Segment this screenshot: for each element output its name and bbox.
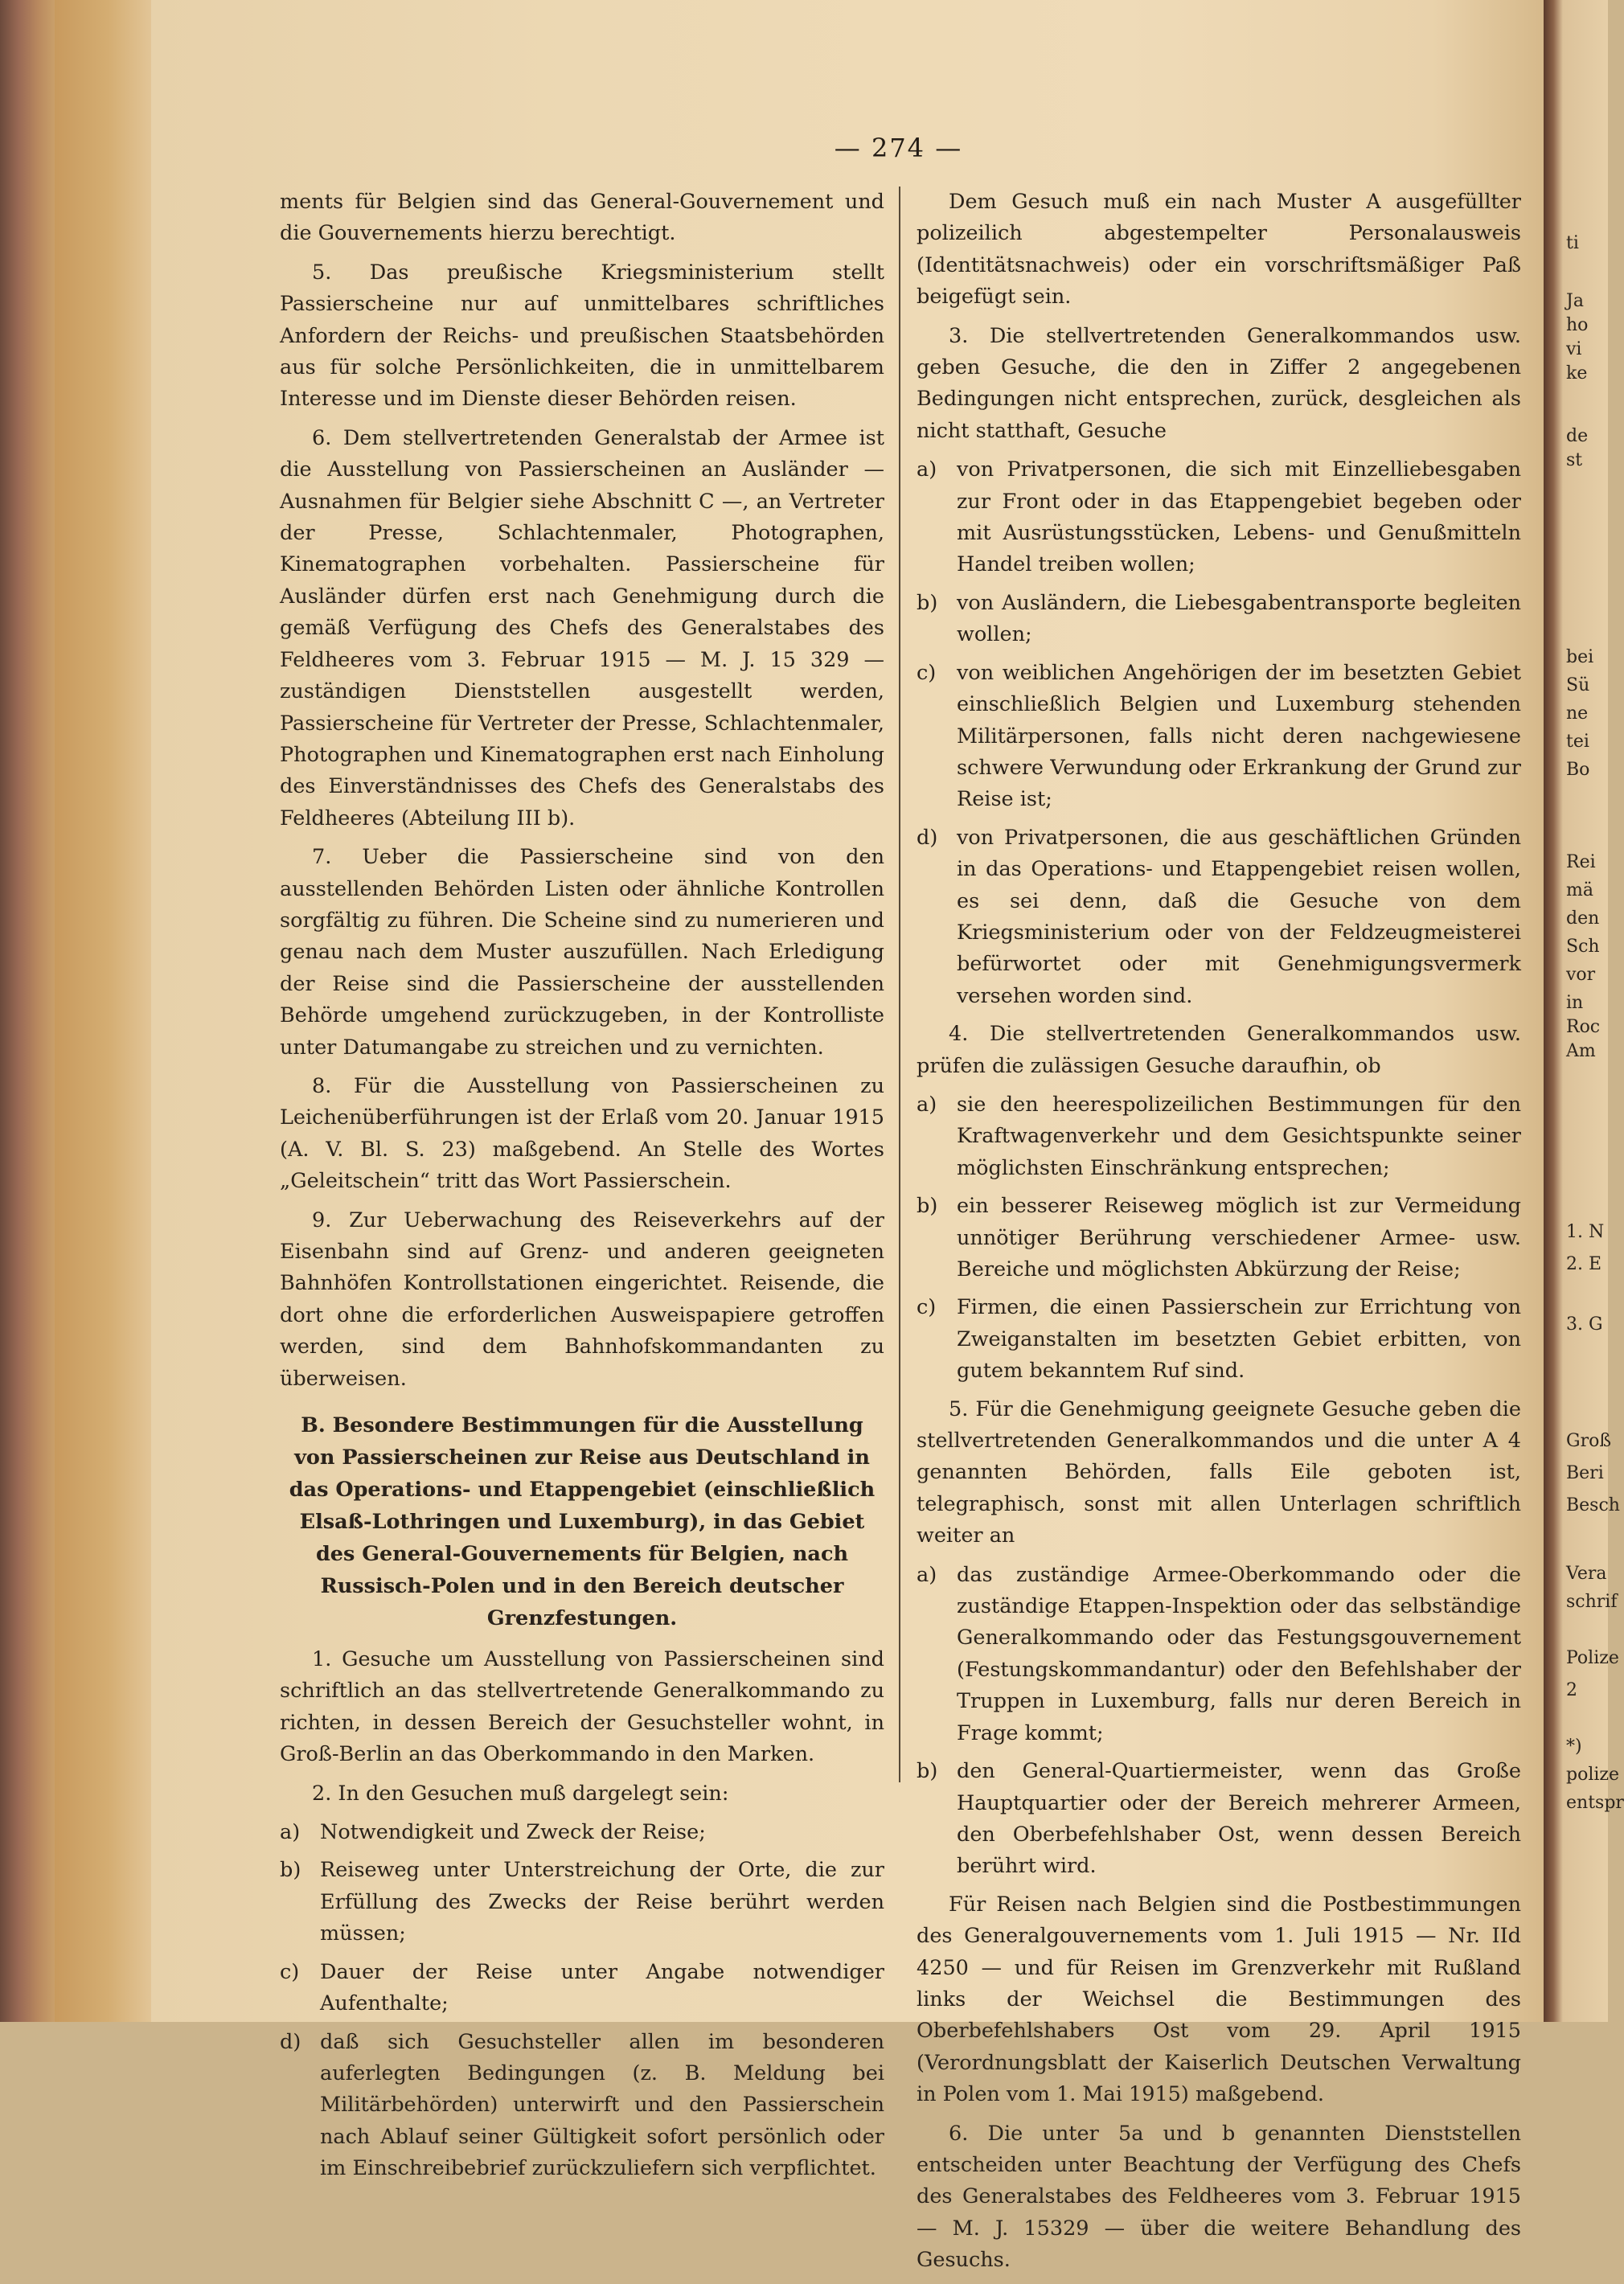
paragraph-r5-tail: Für Reisen nach Belgien sind die Postbestimmungen des Generalgouvernements vom 1. Juli 1915 — Nr. IId 4250 — und für Reisen im Grenzverkehr mit Rußland links der Weichsel die Bestimmungen des Oberbefehlshabers Ost vom 29. April 1915 (Verordnungsblatt der Kaiserlich Deutschen Verwaltung in Polen vom 1. Mai 1915) maßgebend. [917, 1892, 1521, 2107]
list-item-text: von Privatpersonen, die aus geschäftlichen Gründen in das Operations- und Etappengebiet reisen wollen, es sei denn, daß die Gesuche von dem Kriegsministerium oder von der Feldzeugmeisterei befürwortet oder mit Genehmigungsvermerk versehen worden sind. [957, 825, 1521, 1008]
list-item-text: von Ausländern, die Liebesgabentransporte begleiten wollen; [957, 590, 1521, 647]
adjacent-fragment: Roc [1566, 1017, 1601, 1037]
adjacent-fragment: de [1566, 426, 1589, 446]
list-item-text: Reiseweg unter Unterstreichung der Orte, die zur Erfüllung des Zwecks der Reise berührt werden müssen; [320, 1858, 884, 1946]
adjacent-fragment: ho [1566, 315, 1589, 335]
adjacent-fragment: Sch [1566, 937, 1600, 957]
paragraph-7: 7. Ueber die Passierscheine sind von den ausstellenden Behörden Listen oder ähnliche Kontrollen sorgfältig zu führen. Die Scheine sind zu numerieren und genau nach dem Muster auszufüllen. Nach Erledigung der Reise sind die Passierscheine der ausstellenden Behörde umgehend zurückzugeben, in der Kontrolliste unter Datumangabe zu streichen und zu vernichten. [280, 845, 884, 1060]
list-item [917, 454, 1521, 581]
adjacent-fragment: ke [1566, 363, 1588, 383]
adjacent-page [1544, 0, 1624, 2022]
list-item-label: c) [280, 1959, 300, 1984]
adjacent-fragment: den [1566, 908, 1600, 929]
adjacent-fragment: Ja [1566, 291, 1584, 311]
adjacent-fragment: ne [1566, 703, 1589, 724]
adjacent-fragment: Rei [1566, 852, 1596, 872]
adjacent-fragment: 2. E [1566, 1254, 1602, 1274]
list-item [280, 2027, 884, 2185]
adjacent-fragment: mä [1566, 880, 1593, 900]
list-item [280, 1817, 884, 1848]
list-item [917, 1191, 1521, 1286]
list-item-label: b) [917, 1194, 938, 1219]
adjacent-fragment: Vera [1566, 1564, 1607, 1584]
paragraph-r4: 4. Die stellvertretenden Generalkommandos usw. prüfen die zulässigen Gesuche daraufhin, ob [917, 1022, 1521, 1078]
list-item-text: sie den heerespolizeilichen Bestimmungen für den Kraftwagenverkehr und dem Gesichtspunkte seiner möglichsten Einschränkung entsprechen; [957, 1092, 1521, 1180]
list-item [917, 658, 1521, 816]
adjacent-fragment: vi [1566, 339, 1582, 359]
list-item-text: Firmen, die einen Passierschein zur Errichtung von Zweiganstalten im besetzten Gebiet erbitten, von gutem bekanntem Ruf sind. [957, 1295, 1521, 1384]
list-item-label: c) [917, 660, 937, 685]
list-item [280, 1855, 884, 1950]
list-item-text: von weiblichen Angehörigen der im besetzten Gebiet einschließlich Belgien und Luxemburg stehenden Militärpersonen, falls nicht deren nachgewiesene schwere Verwundung oder Erkrankung der Grund zur Reise ist; [957, 660, 1521, 812]
section-heading-b: B. Besondere Bestimmungen für die Ausstellung von Passierscheinen zur Reise aus Deutschland in das Operations- und Etappengebiet (einschließlich Elsaß-Lothringen und Luxemburg), in das Gebiet des General-Gouvernements für Belgien, nach Russisch-Polen und in den Bereich deutscher Grenzfestungen. [289, 1413, 876, 1631]
list-item-label: b) [917, 1759, 938, 1784]
list-item [917, 1292, 1521, 1387]
list-item-label: c) [917, 1295, 937, 1320]
list-item [917, 588, 1521, 651]
adjacent-fragment: bei [1566, 647, 1594, 667]
adjacent-fragment: schrif [1566, 1592, 1618, 1612]
adjacent-fragment: vor [1566, 965, 1596, 985]
adjacent-fragment: Groß [1566, 1431, 1612, 1451]
list-item-text: von Privatpersonen, die sich mit Einzelliebesgaben zur Front oder in das Etappengebiet begeben oder mit Ausrüstungsstücken, Lebens- und Genußmitteln Handel treiben wollen; [957, 457, 1521, 577]
paragraph-r0: Dem Gesuch muß ein nach Muster A ausgefüllter polizeilich abgestempelter Personalausweis (Identitätsnachweis) oder ein vorschriftsmäßiger Paß beigefügt sein. [917, 190, 1521, 310]
page-number-text: — 274 — [834, 133, 963, 163]
adjacent-fragment: Bo [1566, 760, 1590, 780]
list-item-label: b) [280, 1858, 301, 1883]
page-number [0, 133, 1608, 163]
paragraph-r6: 6. Die unter 5a und b genannten Dienststellen entscheiden unter Beachtung der Verfügung des Chefs des Generalstabes des Feldheeres vom 3. Februar 1915 — M. J. 15329 — über die weitere Behandlung des Gesuchs. [917, 2121, 1521, 2273]
list-item-label: a) [917, 457, 937, 482]
paragraph-6: 6. Dem stellvertretenden Generalstab der Armee ist die Ausstellung von Passierscheinen an Ausländer — Ausnahmen für Belgier siehe Abschnitt C —, an Vertreter der Presse, Schlachtenmaler, Photographen, Kinematographen vorbehalten. Passierscheine für Ausländer dürfen erst nach Genehmigung durch die gemäß Verfügung des Chefs des Generalstabes des Feldheeres vom 3. Februar 1915 — M. J. 15 329 — zuständigen Dienststellen ausgestellt werden, Passierscheine für Vertreter der Presse, Schlachtenmaler, Photographen und Kinematographen erst nach Einholung des Einverständnisses des Chefs des Generalstabs des Feldheeres (Abteilung III b). [280, 425, 884, 830]
list-item-label: a) [917, 1562, 937, 1587]
adjacent-fragment: 3. G [1566, 1314, 1603, 1335]
adjacent-fragment: polize [1566, 1765, 1620, 1785]
list-item-text: daß sich Gesuchsteller allen im besonderen auferlegten Bedingungen (z. B. Meldung bei Militärbehörden) unterwirft und den Passierschein nach Ablauf seiner Gültigkeit sofort persönlich oder im Einschreibebrief zurückzuliefern sich verpflichtet. [320, 2029, 884, 2181]
paragraph-r3: 3. Die stellvertretenden Generalkommandos usw. geben Gesuche, die den in Ziffer 2 angegebenen Bedingungen nicht entsprechen, zurück, desgleichen als nicht statthaft, Gesuche [917, 323, 1521, 443]
adjacent-fragment: Am [1566, 1041, 1596, 1061]
list-item [280, 1957, 884, 2020]
paragraph-5: 5. Das preußische Kriegsministerium stellt Passierscheine nur auf unmittelbares schriftliches Anfordern der Reichs- und preußischen Staatsbehörden aus für solche Persönlichkeiten, die in unmittelbarem Interesse und im Dienste dieser Behörden reisen. [280, 260, 884, 412]
list-item-label: d) [280, 2029, 301, 2054]
paragraph-b2: 2. In den Gesuchen muß dargelegt sein: [312, 1781, 729, 1806]
right-column [917, 187, 1521, 2284]
list-item-text: Dauer der Reise unter Angabe notwendiger Aufenthalte; [320, 1959, 884, 2016]
adjacent-fragment: 2 [1566, 1680, 1577, 1700]
paragraph-8: 8. Für die Ausstellung von Passierscheinen zu Leichenüberführungen ist der Erlaß vom 20. Januar 1915 (A. V. Bl. S. 23) maßgebend. An Stelle des Wortes „Geleitschein“ tritt das Wort Passierschein. [280, 1073, 884, 1194]
paragraph-r5: 5. Für die Genehmigung geeignete Gesuche geben die stellvertretenden Generalkommandos und die unter A 4 genannten Behörden, falls Eile geboten ist, telegraphisch, sonst mit allen Unterlagen schriftlich weiter an [917, 1396, 1521, 1548]
book-spine [0, 0, 55, 2022]
adjacent-fragment: Besch [1566, 1495, 1620, 1515]
adjacent-fragment: entspr [1566, 1793, 1624, 1813]
list-item [917, 1560, 1521, 1749]
list-item-label: b) [917, 590, 938, 615]
adjacent-fragment: ti [1566, 233, 1579, 253]
list-item-text: den General-Quartiermeister, wenn das Große Hauptquartier oder der Bereich mehrerer Armeen, den Oberbefehlshaber Ost, wenn dessen Bereich berührt wird. [957, 1759, 1521, 1879]
adjacent-fragment: st [1566, 450, 1583, 470]
list-item-label: a) [917, 1092, 937, 1117]
adjacent-fragment: 1. N [1566, 1222, 1605, 1242]
page-edge-left [55, 0, 151, 2022]
list-item-text: ein besserer Reiseweg möglich ist zur Vermeidung unnötiger Berührung verschiedener Armee- usw. Bereiche und möglichsten Abkürzung der Reise; [957, 1194, 1521, 1281]
list-item-label: d) [917, 825, 938, 850]
list-item-text: das zuständige Armee-Oberkommando oder die zuständige Etappen-Inspektion oder das selbständige Generalkommando oder das Festungsgouvernement (Festungskommandantur) oder den Befehlshaber der Truppen in Luxemburg, falls nur deren Bereich in Frage kommt; [957, 1562, 1521, 1745]
adjacent-fragment: tei [1566, 732, 1589, 752]
left-column [280, 187, 884, 2192]
paragraph-9: 9. Zur Ueberwachung des Reiseverkehrs auf der Eisenbahn sind auf Grenz- und anderen geeigneten Bahnhöfen Kontrollstationen eingerichtet. Reisende, die dort ohne die erforderlichen Ausweispapiere getroffen werden, sind dem Bahnhofskommandanten zu überweisen. [280, 1208, 884, 1391]
list-item [917, 1756, 1521, 1883]
adjacent-fragment: Polize [1566, 1648, 1619, 1668]
adjacent-fragment: Sü [1566, 675, 1590, 695]
list-item-label: a) [280, 1820, 301, 1845]
adjacent-fragment: in [1566, 993, 1584, 1013]
list-item-text: Notwendigkeit und Zweck der Reise; [320, 1820, 706, 1845]
list-item [917, 822, 1521, 1012]
adjacent-fragment: *) [1566, 1737, 1582, 1757]
column-divider [899, 187, 900, 1782]
list-item [917, 1089, 1521, 1184]
adjacent-fragment: Beri [1566, 1463, 1604, 1483]
paragraph-b1: 1. Gesuche um Ausstellung von Passierscheinen sind schriftlich an das stellvertretende Generalkommando zu richten, in dessen Bereich der Gesuchsteller wohnt, in Groß-Berlin an das Oberkommando in den Marken. [280, 1647, 884, 1767]
paragraph-continuation: ments für Belgien sind das General-Gouvernement und die Gouvernements hierzu berechtigt. [280, 190, 884, 246]
